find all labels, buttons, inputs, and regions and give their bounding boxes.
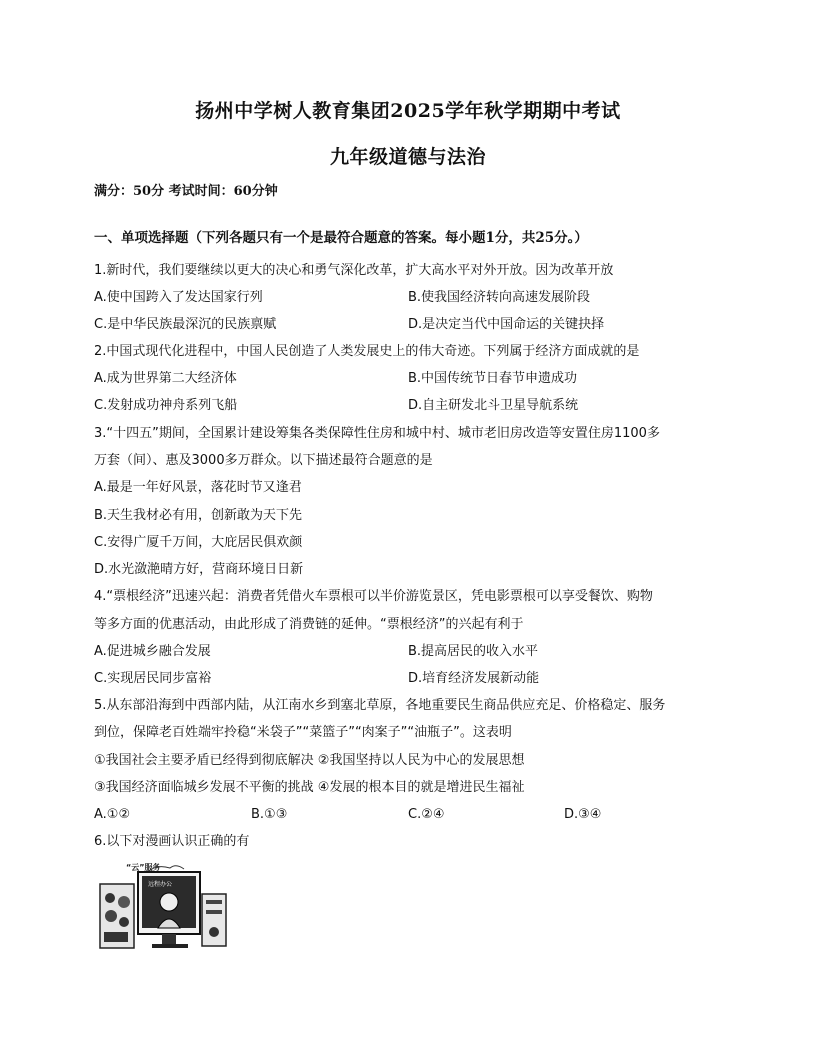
dial-icon bbox=[105, 910, 117, 922]
q5-option-a: A.①② bbox=[94, 807, 131, 822]
dial-icon bbox=[105, 893, 115, 903]
q3-stem-line1: 3.“十四五”期间，全国累计建设筹集各类保障性住房和城中村、城市老旧房改造等安置住房1100多 bbox=[94, 426, 660, 441]
section-heading: 一、单项选择题（下列各题只有一个是最符合题意的答案。每小题1分，共25分。） bbox=[94, 230, 588, 246]
q2-stem: 2.中国式现代化进程中，中国人民创造了人类发展史上的伟大奇迹。下列属于经济方面成就的是 bbox=[94, 344, 640, 359]
q3-stem-line2: 万套（间）、惠及3000多万群众。以下描述最符合题意的是 bbox=[94, 453, 433, 468]
q5-statements-3-4: ③我国经济面临城乡发展不平衡的挑战 ④发展的根本目的就是增进民生福祉 bbox=[94, 780, 525, 795]
dial-icon bbox=[119, 917, 129, 927]
dial-icon bbox=[118, 896, 130, 908]
q5-stem-line2: 到位，保障老百姓端牢拎稳“米袋子”“菜篮子”“肉案子”“油瓶子”。这表明 bbox=[94, 725, 512, 740]
person-head-icon bbox=[160, 893, 178, 911]
exam-subject: 九年级道德与法治 bbox=[329, 146, 486, 168]
q4-option-b: B.提高居民的收入水平 bbox=[408, 644, 539, 659]
device-slot-icon bbox=[206, 910, 222, 914]
exam-meta: 满分：50分 考试时间：60分钟 bbox=[94, 184, 278, 199]
q4-stem-line1: 4.“票根经济”迅速兴起：消费者凭借火车票根可以半价游览景区，凭电影票根可以享受餐饮、购物 bbox=[94, 589, 653, 604]
q1-option-c: C.是中华民族最深沉的民族禀赋 bbox=[94, 317, 277, 332]
device-button-icon bbox=[209, 927, 219, 937]
q3-option-c: C.安得广厦千万间，大庇居民俱欢颜 bbox=[94, 535, 303, 550]
q5-statements-1-2: ①我国社会主要矛盾已经得到彻底解决 ②我国坚持以人民为中心的发展思想 bbox=[94, 753, 525, 768]
q2-option-b: B.中国传统节日春节申遗成功 bbox=[408, 371, 578, 386]
q5-stem-line1: 5.从东部沿海到中西部内陆，从江南水乡到塞北草原，各地重要民生商品供应充足、价格稳定、服务 bbox=[94, 698, 666, 713]
q2-option-c: C.发射成功神舟系列飞船 bbox=[94, 398, 238, 413]
q1-option-b: B.使我国经济转向高速发展阶段 bbox=[408, 290, 591, 305]
q3-option-b: B.天生我材必有用，创新敢为天下先 bbox=[94, 508, 303, 523]
monitor-base-icon bbox=[152, 944, 188, 948]
device-slot-icon bbox=[206, 900, 222, 904]
q4-option-a: A.促进城乡融合发展 bbox=[94, 644, 211, 659]
q1-option-a: A.使中国跨入了发达国家行列 bbox=[94, 290, 263, 305]
q2-option-d: D.自主研发北斗卫星导航系统 bbox=[408, 398, 579, 413]
q2-option-a: A.成为世界第二大经济体 bbox=[94, 371, 237, 386]
cartoon-caption: “云”服务 bbox=[126, 863, 161, 872]
q6-stem: 6.以下对漫画认识正确的有 bbox=[94, 834, 250, 849]
screen-label: 远程办公 bbox=[148, 881, 173, 888]
exam-title: 扬州中学树人教育集团2025学年秋学期期中考试 bbox=[195, 100, 621, 122]
q4-stem-line2: 等多方面的优惠活动，由此形成了消费链的延伸。“票根经济”的兴起有利于 bbox=[94, 617, 524, 632]
q3-option-a: A.最是一年好风景，落花时节又逢君 bbox=[94, 480, 302, 495]
server-panel-icon bbox=[104, 932, 128, 942]
q5-option-d: D.③④ bbox=[564, 807, 602, 822]
q5-option-b: B.①③ bbox=[251, 807, 288, 822]
q4-option-c: C.实现居民同步富裕 bbox=[94, 671, 212, 686]
q1-option-d: D.是决定当代中国命运的关键抉择 bbox=[408, 317, 605, 332]
q3-option-d: D.水光潋滟晴方好，营商环境日日新 bbox=[94, 562, 304, 577]
q5-option-c: C.②④ bbox=[408, 807, 445, 822]
cartoon-illustration bbox=[96, 858, 230, 956]
monitor-stand-icon bbox=[162, 934, 176, 944]
q4-option-d: D.培育经济发展新动能 bbox=[408, 671, 540, 686]
q1-stem: 1.新时代，我们要继续以更大的决心和勇气深化改革，扩大高水平对外开放。因为改革开放 bbox=[94, 263, 614, 278]
